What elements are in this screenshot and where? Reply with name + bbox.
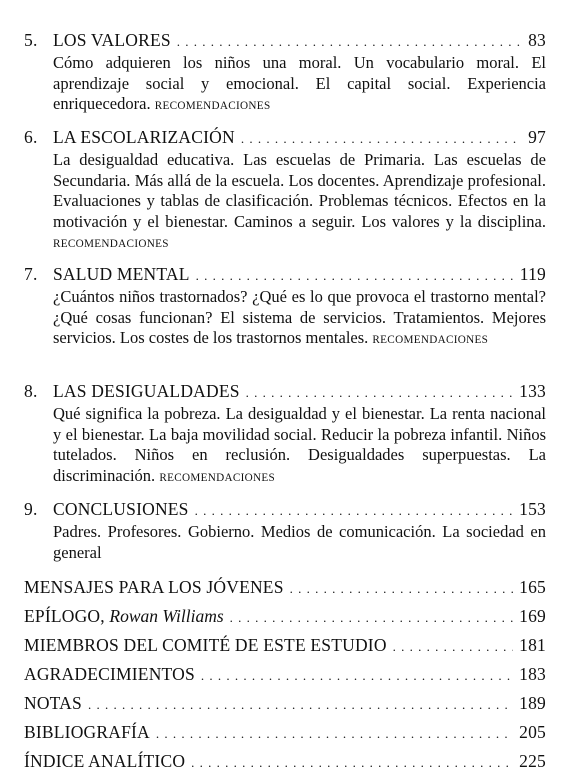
dot-leader (195, 500, 514, 521)
page-number: 181 (519, 635, 546, 655)
recommendations-label: RECOMENDACIONES (372, 334, 489, 346)
entry-title-text: EPÍLOGO, (24, 606, 105, 626)
page-number: 165 (519, 577, 546, 597)
chapter-summary (53, 404, 546, 488)
chapter-heading (24, 264, 546, 286)
page-number: 153 (519, 499, 546, 519)
entry-title: AGRADECIMIENTOS (24, 664, 195, 684)
summary-text: La desigualdad educativa. Las escuelas de Primaria. Las escuelas de Secundaria. Más allá de la escuela. Los docentes. Aprendizaje profesional. Evaluaciones y tablas de clasificación. Problemas técnicos. Efectos en la motivación y el bienestar. Caminos a seguir. Los valores y la disciplina. (53, 150, 546, 231)
toc-entry-epilogo (24, 606, 546, 628)
chapter-title: LOS VALORES (53, 30, 171, 50)
chapter-title: LAS DESIGUALDADES (53, 381, 240, 401)
chapter-number: 5. (24, 30, 38, 50)
recommendations-label: RECOMENDACIONES (53, 238, 169, 250)
dot-leader (246, 382, 513, 403)
toc-chapter-9 (24, 499, 546, 563)
dot-leader (393, 636, 513, 657)
page-number: 119 (519, 264, 546, 284)
chapter-summary (53, 150, 546, 255)
summary-text: Qué significa la pobreza. La desigualdad y el bienestar. La renta nacional y el bienestar. La baja movilidad social. Reducir la pobreza infantil. Niños tutelados. Niños en reclusión. Desigualdades superpuestas. La discriminación. (53, 404, 546, 485)
entry-title: MIEMBROS DEL COMITÉ DE ESTE ESTUDIO (24, 635, 387, 655)
toc-entry-miembros (24, 635, 546, 657)
toc-chapter-7 (24, 264, 546, 351)
chapter-summary (53, 522, 546, 563)
page-number: 169 (519, 606, 546, 626)
chapter-heading (24, 499, 546, 521)
toc-entry-notas (24, 693, 546, 715)
entry-author: Rowan Williams (109, 606, 224, 626)
page-number: 97 (528, 127, 546, 147)
dot-leader (191, 752, 513, 773)
summary-text: ¿Cuántos niños trastornados? ¿Qué es lo que provoca el trastorno mental? ¿Qué cosas funcionan? El sistema de servicios. Tratamientos. Mejores servicios. Los costes de los trastornos mentales. (53, 287, 546, 347)
summary-text: Cómo adquieren los niños una moral. Un vocabulario moral. El aprendizaje social y emocional. El capital social. Experiencia enriquecedora. (53, 53, 546, 113)
dot-leader (177, 31, 522, 52)
toc-entry-bibliografia (24, 722, 546, 744)
entry-title: ÍNDICE ANALÍTICO (24, 751, 186, 771)
dot-leader (88, 694, 513, 715)
dot-leader (156, 723, 513, 744)
page-number: 205 (519, 722, 546, 742)
toc-chapter-5 (24, 30, 546, 117)
chapter-number: 6. (24, 127, 38, 147)
entry-title: NOTAS (24, 693, 82, 713)
toc-entry-agradecimientos (24, 664, 546, 686)
dot-leader (230, 607, 513, 628)
page-number: 83 (528, 30, 546, 50)
entry-title: BIBLIOGRAFÍA (24, 722, 150, 742)
chapter-summary (53, 53, 546, 117)
dot-leader (196, 265, 514, 286)
dot-leader (241, 128, 522, 149)
recommendations-label: RECOMENDACIONES (159, 471, 276, 484)
page-number: 189 (519, 693, 546, 713)
chapter-number: 8. (24, 381, 38, 401)
summary-text: Padres. Profesores. Gobierno. Medios de comunicación. La sociedad en general (53, 522, 546, 562)
chapter-heading (24, 30, 546, 52)
chapter-title: SALUD MENTAL (53, 264, 190, 284)
toc-entry-mensajes (24, 577, 546, 599)
chapter-number: 7. (24, 264, 38, 284)
dot-leader (290, 578, 514, 599)
dot-leader (201, 665, 513, 686)
toc-entry-indice (24, 751, 546, 773)
page-number: 133 (519, 381, 546, 401)
toc-chapter-6 (24, 127, 546, 255)
chapter-summary (53, 287, 546, 351)
chapter-number: 9. (24, 499, 38, 519)
page-number: 225 (519, 751, 546, 771)
entry-title (24, 606, 224, 627)
page-number: 183 (519, 664, 546, 684)
entry-title: MENSAJES PARA LOS JÓVENES (24, 577, 284, 597)
chapter-title: CONCLUSIONES (53, 499, 189, 519)
recommendations-label: RECOMENDACIONES (154, 100, 271, 112)
toc-chapter-8 (24, 381, 546, 488)
chapter-heading (24, 127, 546, 149)
chapter-heading (24, 381, 546, 403)
chapter-title: LA ESCOLARIZACIÓN (53, 127, 235, 147)
